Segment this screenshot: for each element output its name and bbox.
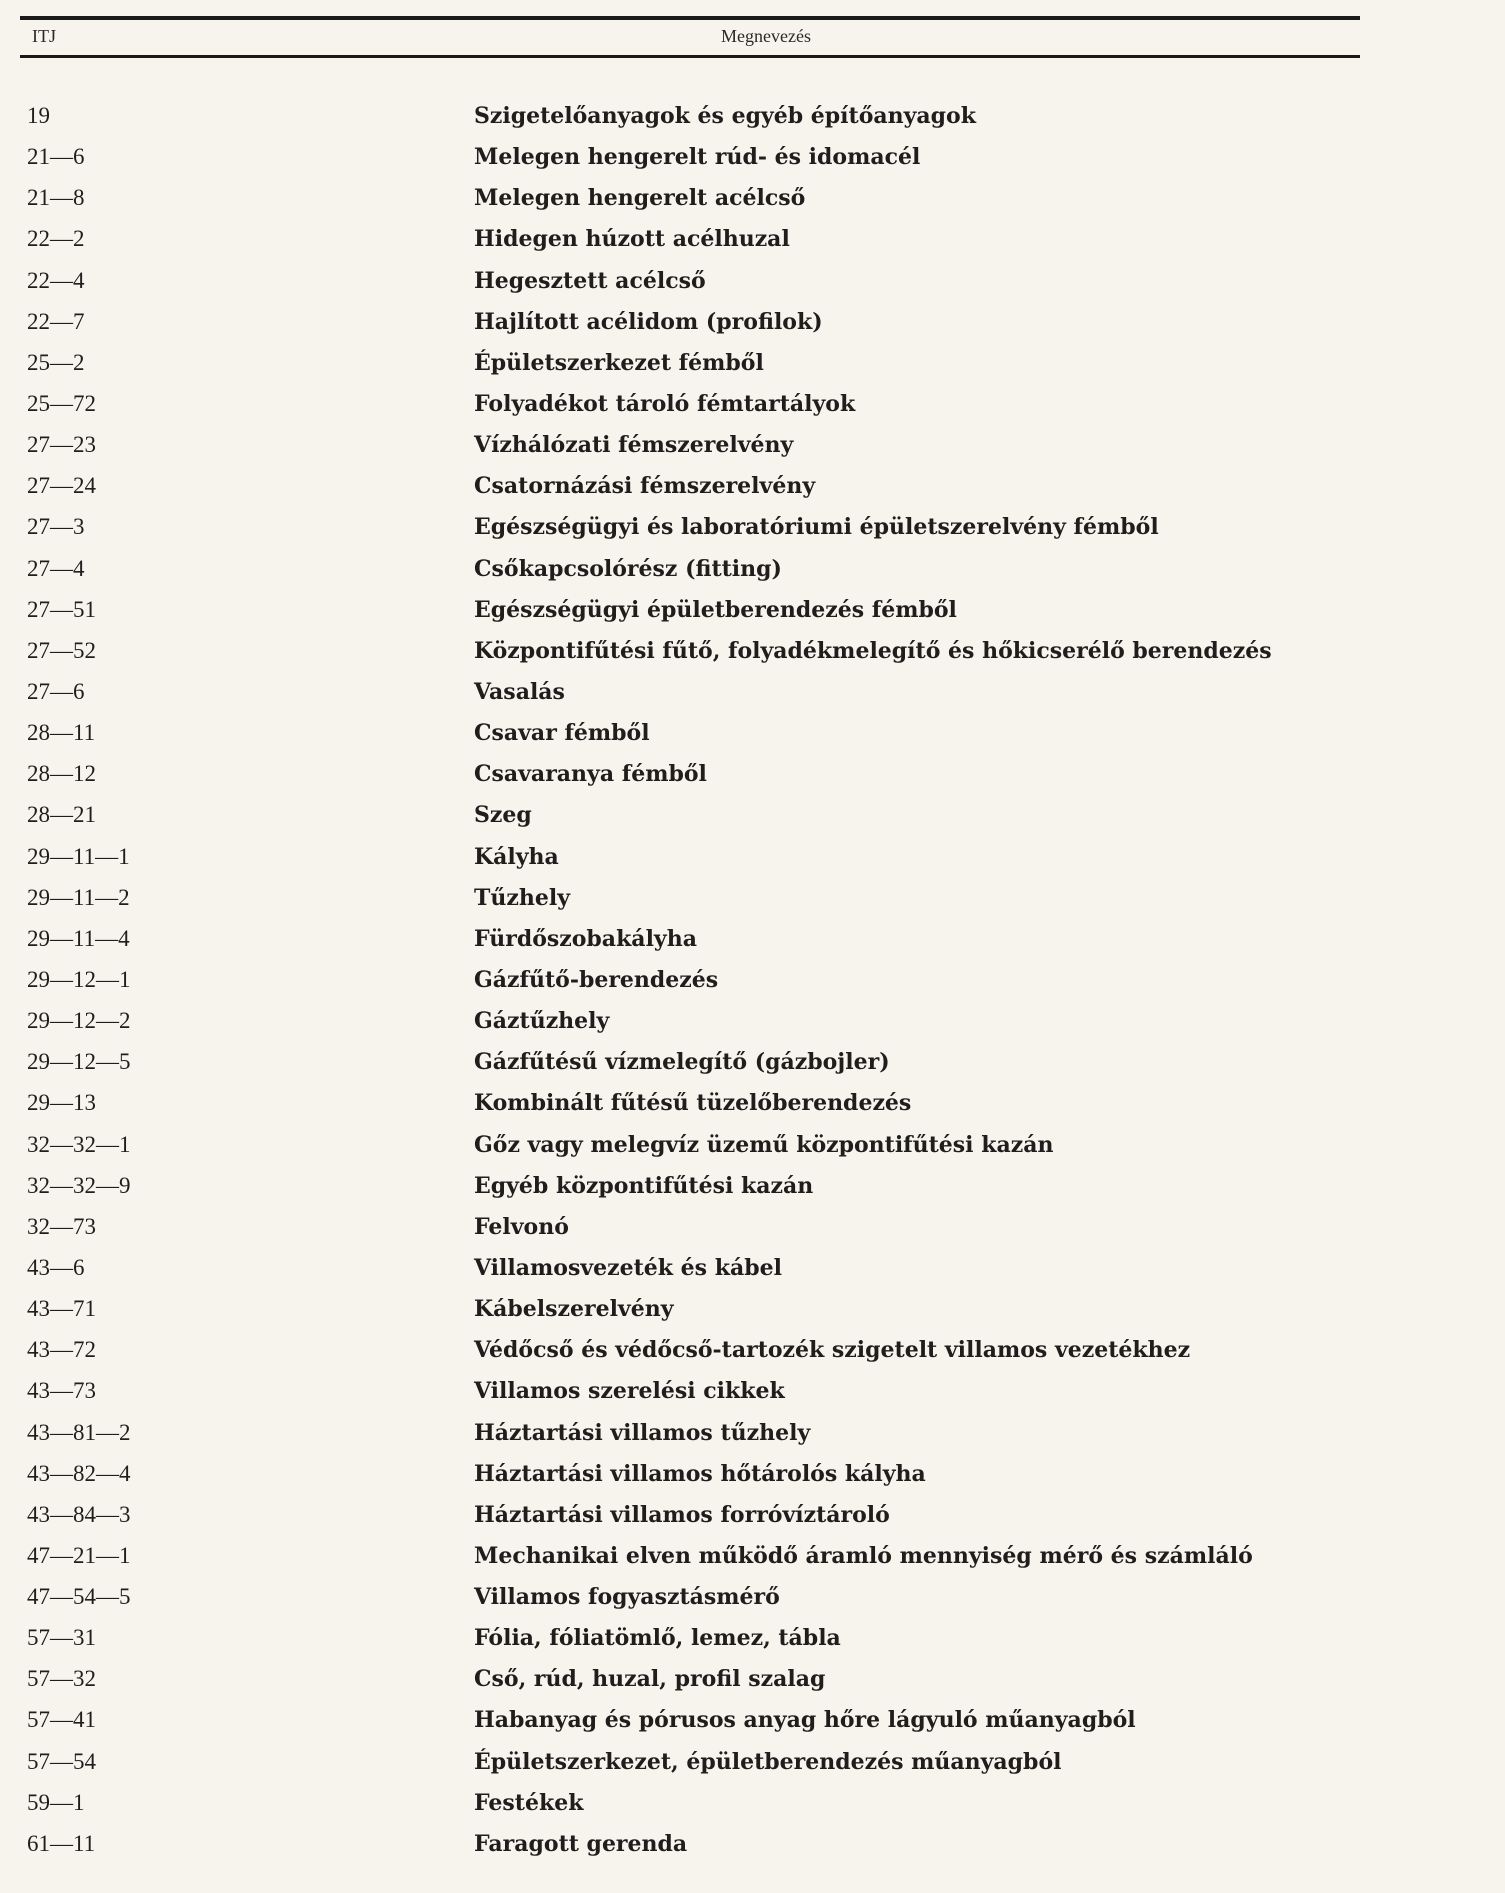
itj-code: 61—11: [27, 1830, 96, 1856]
table-row: [0, 1213, 1505, 1254]
table-row: [0, 1542, 1505, 1583]
table-row: [0, 884, 1505, 925]
table-row: [0, 1583, 1505, 1624]
itj-code: 27—6: [27, 678, 85, 704]
item-name: Egészségügyi és laboratóriumi épületszerelvény fémből: [474, 514, 1159, 541]
table-row: [0, 1377, 1505, 1418]
column-header-itj: ITJ: [32, 26, 56, 46]
table-row: [0, 1048, 1505, 1089]
item-name: Kábelszerelvény: [474, 1296, 674, 1323]
itj-code: 57—31: [27, 1625, 96, 1651]
itj-code: 57—54: [27, 1748, 96, 1774]
item-name: Csőkapcsolórész (fitting): [474, 555, 782, 582]
table-row: [0, 390, 1505, 431]
itj-code: 21—8: [27, 185, 85, 211]
itj-code: 43—81—2: [27, 1419, 131, 1445]
itj-code: 28—12: [27, 761, 96, 787]
itj-code: 29—11—2: [27, 884, 130, 910]
table-row: [0, 1172, 1505, 1213]
item-name: Központifűtési fűtő, folyadékmelegítő és hőkicserélő berendezés: [474, 637, 1272, 664]
itj-code: 29—11—4: [27, 925, 130, 951]
table-row: [0, 308, 1505, 349]
itj-code: 28—11: [27, 720, 96, 746]
itj-code: 27—52: [27, 637, 96, 663]
table-row: [0, 596, 1505, 637]
table-row: [0, 184, 1505, 225]
item-name: Kályha: [474, 843, 559, 870]
table-row: [0, 225, 1505, 266]
item-name: Tűzhely: [474, 884, 570, 911]
table-row: [0, 1336, 1505, 1377]
table-row: [0, 801, 1505, 842]
item-name: Háztartási villamos tűzhely: [474, 1419, 811, 1446]
itj-code: 22—7: [27, 308, 85, 334]
itj-code: 43—73: [27, 1378, 96, 1404]
itj-code: 27—51: [27, 596, 96, 622]
itj-code: 29—12—5: [27, 1049, 131, 1075]
table-row: [0, 1706, 1505, 1747]
item-name: Melegen hengerelt rúd- és idomacél: [474, 144, 921, 171]
item-name: Vízhálózati fémszerelvény: [474, 432, 794, 459]
itj-code: 29—12—2: [27, 1008, 131, 1034]
item-name: Szeg: [474, 802, 532, 829]
item-name: Csatornázási fémszerelvény: [474, 473, 816, 500]
item-name: Folyadékot tároló fémtartályok: [474, 390, 856, 417]
table-row: [0, 1501, 1505, 1542]
table-row: [0, 637, 1505, 678]
itj-code: 32—32—9: [27, 1172, 131, 1198]
item-name: Egészségügyi épületberendezés fémből: [474, 596, 957, 623]
item-name: Villamos szerelési cikkek: [474, 1378, 785, 1405]
itj-code: 19: [27, 103, 50, 128]
itj-code: 25—2: [27, 349, 85, 375]
table-row: [0, 513, 1505, 554]
table-row: [0, 1665, 1505, 1706]
table-row: [0, 472, 1505, 513]
item-name: Hidegen húzott acélhuzal: [474, 226, 790, 253]
item-name: Felvonó: [474, 1213, 569, 1240]
table-row: [0, 1789, 1505, 1830]
item-name: Faragott gerenda: [474, 1830, 688, 1857]
item-name: Csavar fémből: [474, 720, 650, 747]
item-name: Gázfűtő-berendezés: [474, 966, 719, 993]
table-row: [0, 102, 1505, 143]
item-name: Épületszerkezet fémből: [474, 349, 764, 376]
itj-code: 25—72: [27, 390, 96, 416]
item-name: Épületszerkezet, épületberendezés műanyagból: [474, 1748, 1062, 1775]
item-name: Egyéb központifűtési kazán: [474, 1172, 814, 1199]
item-name: Habanyag és pórusos anyag hőre lágyuló műanyagból: [474, 1707, 1136, 1734]
item-name: Gáztűzhely: [474, 1008, 610, 1035]
itj-code: 27—24: [27, 473, 96, 499]
table-row: [0, 843, 1505, 884]
item-name: Gőz vagy melegvíz üzemű központifűtési kazán: [474, 1131, 1054, 1158]
itj-code: 32—73: [27, 1213, 96, 1239]
itj-code: 59—1: [27, 1789, 85, 1815]
table-row: [0, 1295, 1505, 1336]
item-name: Fólia, fóliatömlő, lemez, tábla: [474, 1625, 841, 1652]
table-row: [0, 760, 1505, 801]
itj-code: 27—4: [27, 555, 85, 581]
table-row: [0, 678, 1505, 719]
item-name: Fürdőszobakályha: [474, 925, 697, 952]
table-row: [0, 1007, 1505, 1048]
header-top-rule: [20, 16, 1360, 20]
item-name: Védőcső és védőcső-tartozék szigetelt villamos vezetékhez: [474, 1337, 1191, 1364]
itj-code: 29—12—1: [27, 966, 131, 992]
table-row: [0, 555, 1505, 596]
table-row: [0, 925, 1505, 966]
item-name: Vasalás: [474, 678, 565, 705]
item-name: Cső, rúd, huzal, profil szalag: [474, 1666, 826, 1693]
table-row: [0, 349, 1505, 390]
item-name: Melegen hengerelt acélcső: [474, 185, 806, 212]
item-name: Villamosvezeték és kábel: [474, 1254, 782, 1281]
table-row: [0, 1748, 1505, 1789]
itj-code: 43—6: [27, 1254, 85, 1280]
item-name: Csavaranya fémből: [474, 761, 707, 788]
item-name: Festékek: [474, 1789, 584, 1816]
itj-code: 22—4: [27, 267, 85, 293]
itj-code: 27—3: [27, 514, 85, 540]
itj-code: 27—23: [27, 432, 96, 458]
itj-code: 32—32—1: [27, 1131, 131, 1157]
itj-code: 28—21: [27, 802, 96, 828]
itj-code: 57—41: [27, 1707, 96, 1733]
itj-code: 47—21—1: [27, 1542, 131, 1568]
table-row: [0, 431, 1505, 472]
itj-code: 57—32: [27, 1666, 96, 1692]
table-row: [0, 1089, 1505, 1130]
table-row: [0, 966, 1505, 1007]
item-name: Hegesztett acélcső: [474, 267, 706, 294]
itj-code: 21—6: [27, 144, 85, 170]
table-row: [0, 719, 1505, 760]
column-header-megnevezes: Megnevezés: [721, 26, 811, 46]
itj-code: 43—71: [27, 1296, 96, 1322]
table-row: [0, 1254, 1505, 1295]
table-row: [0, 1624, 1505, 1665]
itj-code: 22—2: [27, 226, 85, 252]
item-name: Kombinált fűtésű tüzelőberendezés: [474, 1090, 912, 1117]
table-row: [0, 1419, 1505, 1460]
itj-code: 43—84—3: [27, 1501, 131, 1527]
item-name: Villamos fogyasztásmérő: [474, 1584, 780, 1611]
item-name: Szigetelőanyagok és egyéb építőanyagok: [474, 103, 976, 129]
code-table: [0, 102, 1505, 1871]
itj-code: 29—13: [27, 1090, 96, 1116]
item-name: Gázfűtésű vízmelegítő (gázbojler): [474, 1049, 890, 1076]
itj-code: 47—54—5: [27, 1584, 131, 1610]
itj-code: 43—72: [27, 1337, 96, 1363]
itj-code: 43—82—4: [27, 1460, 131, 1486]
item-name: Mechanikai elven működő áramló mennyiség mérő és számláló: [474, 1542, 1253, 1569]
header-bottom-rule: [20, 55, 1360, 58]
table-row: [0, 1460, 1505, 1501]
table-row: [0, 1830, 1505, 1871]
item-name: Háztartási villamos hőtárolós kályha: [474, 1460, 926, 1487]
itj-code: 29—11—1: [27, 843, 130, 869]
table-row: [0, 1131, 1505, 1172]
table-row: [0, 267, 1505, 308]
table-row: [0, 143, 1505, 184]
item-name: Hajlított acélidom (profilok): [474, 308, 823, 335]
item-name: Háztartási villamos forróvíztároló: [474, 1501, 890, 1528]
